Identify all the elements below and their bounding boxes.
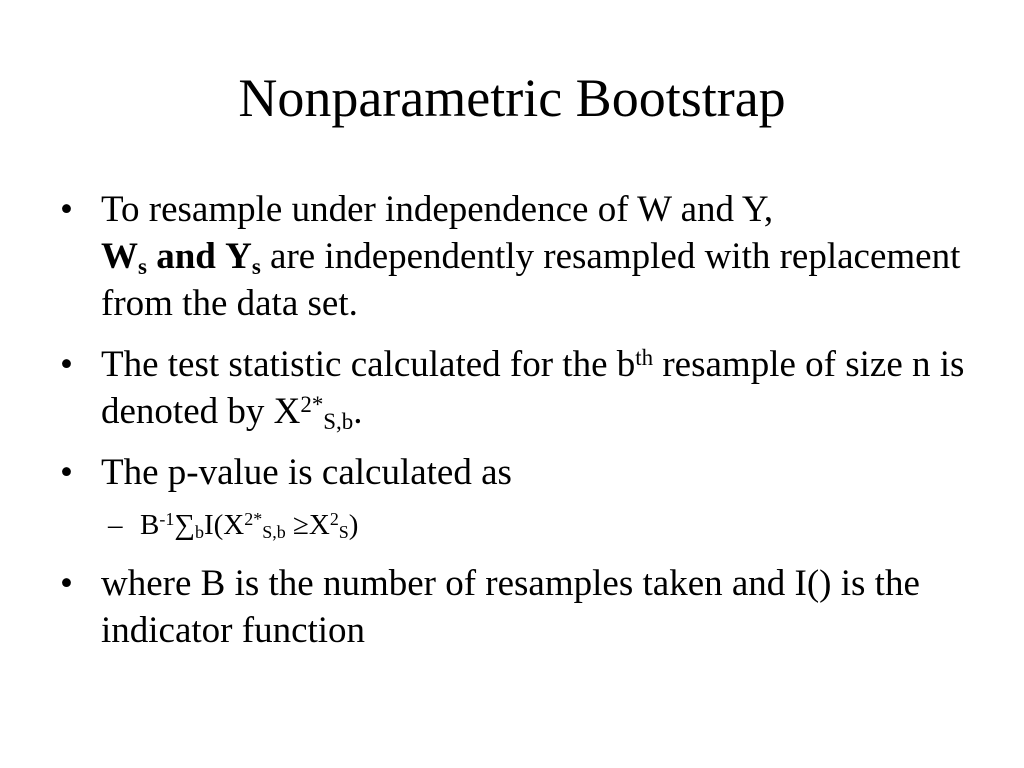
bullet-text: The p-value is calculated as: [101, 452, 512, 493]
bullet-text: To resample under independence of W and Y,: [101, 189, 774, 230]
formula: $B^{-1}\sum_bI(X^{2*}_{S,b} \ge X^2_S)$: [140, 509, 359, 543]
bullet-icon: •: [60, 452, 73, 493]
bullet-item-definition: [60, 560, 980, 654]
superscript: th: [635, 344, 654, 370]
bullet-text: are independently resampled with replacement from the data set.: [101, 236, 961, 324]
dash-icon: –: [108, 509, 123, 541]
bullet-item-test-statistic: • The test statistic calculated for the $b^{th}$ resample of size n is denoted by $X^{2*}_{S,b}$.: [60, 341, 980, 435]
bullet-item-p-value: [60, 449, 980, 496]
sub-item-formula: [60, 506, 980, 544]
var-w: $W_s$: [101, 236, 147, 279]
superscript: 2*: [300, 391, 324, 417]
bold-and: and: [156, 236, 216, 277]
bullet-text: where B is the number of resamples taken and I() is the indicator function: [101, 563, 920, 651]
bullet-icon: •: [60, 189, 73, 230]
bullet-icon: •: [60, 563, 73, 604]
bullet-icon: •: [60, 344, 73, 385]
bullet-text: resample of size n is denoted by X: [101, 344, 965, 432]
subscript: S,b: [323, 408, 354, 434]
bullet-item-resample: [60, 186, 980, 327]
slide-title: Nonparametric Bootstrap: [238, 68, 786, 128]
bullet-list: [60, 186, 980, 668]
bullet-text: The test statistic calculated for the b: [101, 344, 636, 385]
var-y: $Y_s$: [225, 236, 261, 279]
